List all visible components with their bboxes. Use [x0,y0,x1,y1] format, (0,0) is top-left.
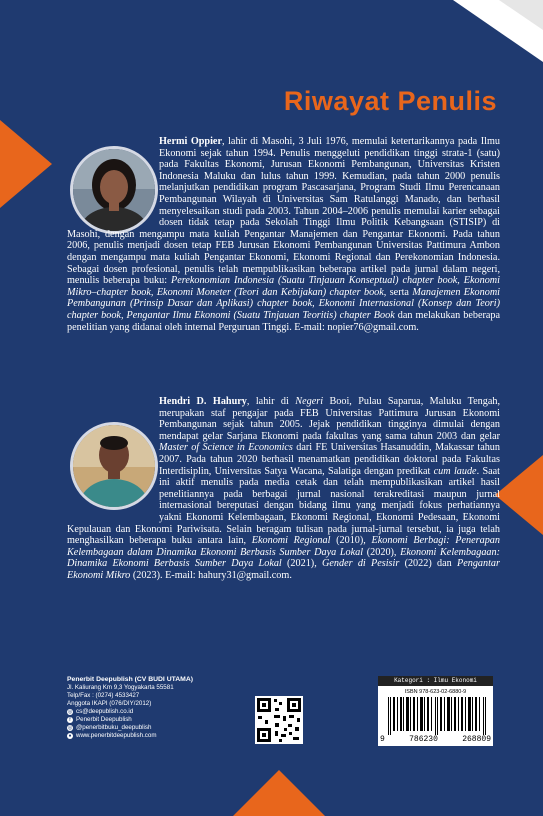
bio-text: (2022) dan [399,558,457,570]
publisher-info [67,676,193,740]
bio-italic: Ekonomi Regional [251,535,331,547]
right-triangle-decoration [495,455,543,535]
publisher-phone: Telp/Fax : (0274) 4533427 [67,692,140,699]
barcode-digit: 786230 [409,735,438,744]
bio-text: Booi, Pulau Saparua, Maluku Tengah, merupakan staf pengajar pada FEB Universitas Pattimura Jurusan Ekonomi Pembangunan sejak tahun 2005. Jejak pendidikan tingginya dimulai dengan mendapat gelar Sarjana Ekonomi pada fakultas yang sama tahun 2003 dan gelar [159,396,500,442]
page-title: Riwayat Penulis [283,86,497,116]
bio-text: (2023). E-mail: hahury31@gmail.com. [130,569,292,581]
isbn-text: ISBN 978-623-02-6880-9 [404,689,467,695]
author-name: Hermi Oppier [159,136,222,147]
barcode-digit: 268809 [462,735,491,744]
bio-italic: Gender di Pesisir [322,558,400,570]
social-text: www.penerbitdeepublish.com [76,732,157,739]
bio-text: . Saat ini aktif menulis pada media cetak dan telah mempublikasikan artikel hasil penelitiannya pada berbagai jurnal nasional terakreditasi maupun jurnal internasional bereputasi dengan bidang ilmu yang menjadi fokus perhatiannya yakni Ekonomi Kelembagaan, Ekonomi Regional, Ekonomi Pedesaan, Ekonomi Kepulauan dan Ekonomi Pariwisata. Selain beragam tulisan pada jurnal-jurnal tersebut, ia juga telah menghasilkan beberapa buku antara lain, [67,465,500,547]
bio-text: , lahir di [246,396,296,407]
bio-italic: Master of Science in Economics [159,442,293,454]
social-text: @penerbitbuku_deepublish [76,724,152,731]
author-bio-2 [67,396,500,582]
social-facebook [67,716,193,724]
author-bio-1 [67,136,500,333]
bio-italic: Pengantar Ekonomi Mikro [67,558,500,581]
left-triangle-decoration [0,120,52,208]
globe-icon: ● [68,733,72,739]
bottom-triangle-decoration [233,770,325,816]
bio-italic: Ekonomi Berbagi: Penerapan Kelembagaan dalam Dinamika Ekonomi Berbasis Sumber Daya Lokal [67,535,500,558]
barcode-digit: 9 [380,735,385,744]
bio-italic: cum laude [433,465,477,477]
social-website [67,732,193,740]
bio-book-titles: Perekonomian Indonesia (Suatu Tinjauan Konseptual) chapter book, Ekonomi Mikro–chapter book, Ekonomi Moneter (Teori dan Kebijakan) chapter book [67,275,500,298]
bio-text: (2020), [363,546,401,558]
instagram-icon: ◎ [67,725,73,731]
bio-book-titles: Manajemen Ekonomi Pembangunan (Prinsip Dasar dan Aplikasi) chapter book, Ekonomi Internasional (Konsep dan Teori) chapter book, Pengantar Ilmu Ekonomi (Suatu Tinjauan Teoritis) chapter Book [67,286,501,321]
publisher-name: Penerbit Deepublish (CV BUDI UTAMA) [67,676,193,683]
bio-italic: Ekonomi Kelembagaan: Dinamika Ekonomi Berbasis Sumber Daya Lokal [67,546,500,570]
social-text: Penerbit Deepublish [76,716,132,723]
bio-text: dari FE Universitas Hasanuddin, Makassar tahun 2007. Pada tahun 2020 berhasil menamatkan pendidikan doktoral pada Fakultas Interdisiplin, Universitas Satya Wacana, Salatiga dengan predikat [159,442,500,477]
social-email [67,708,193,716]
publisher-address: Jl. Kaliurang Km 9,3 Yogyakarta 55581 [67,684,174,691]
facebook-icon: f [67,717,73,723]
bio-text: dan melakukan beberapa penelitian yang didanai oleh internal Perguruan Tinggi. E-mail: nopier76@gmail.com. [67,309,501,333]
corner-triangle-decoration [499,0,543,30]
barcode-icon [388,697,486,735]
category-label: Kategori : Ilmu Ekonomi [378,676,493,686]
bio-text: , serta [383,286,413,298]
author-name: Hendri D. Hahury [159,396,247,407]
social-instagram [67,724,193,732]
social-text: cs@deepublish.co.id [76,708,134,715]
qr-code [255,696,303,744]
bio-text: (2010), [330,535,372,547]
bio-text: (2021), [281,558,322,570]
bio-italic: Negeri [295,396,324,407]
instagram-icon: ◎ [67,709,73,715]
barcode-numbers [380,735,491,744]
bio-text: , lahir di Masohi, 3 Juli 1976, memulai ketertarikannya pada Ilmu Ekonomi sejak tahun 1994. Penulis menggeluti pendidikan tinggi strata-1 (satu) pada Fakultas Ekonomi, Jurusan Ekonomi Pembangunan, Universitas Kristen Indonesia Maluku dan lulus tahun 1999. Kemudian, pada tahun 2000 penulis melanjutkan pendidikan program Pascasarjana, Program Studi Ilmu Perencanaan Pembangunan Wilayah di Universitas Sam Ratulanggi Manado, dan berhasil menyelesaikan studi pada 2003. Tahun 2004–2006 penulis memulai karier sebagai dosen tidak tetap pada Sekolah Tinggi Ilmu Politik Kebangsaan (STISIP) di Masohi, dengan mengampu mata kuliah Pengantar Manajemen dan Pengantar Ekonomi. Pada tahun 2006, penulis menjadi dosen tetap FEB Jurusan Ekonomi Pembangunan Universitas Pattimura Ambon dengan mengampu mata kuliah Pengantar Ekonomi, Ekonomi Regional dan Perekonomian Indonesia. Sebagai dosen profesional, penulis telah mempublikasikan beberapa artikel pada jurnal dalam negeri, menulis beberapa buku: [67,136,500,287]
publisher-membership: Anggota IKAPI (076/DIY/2012) [67,700,152,707]
